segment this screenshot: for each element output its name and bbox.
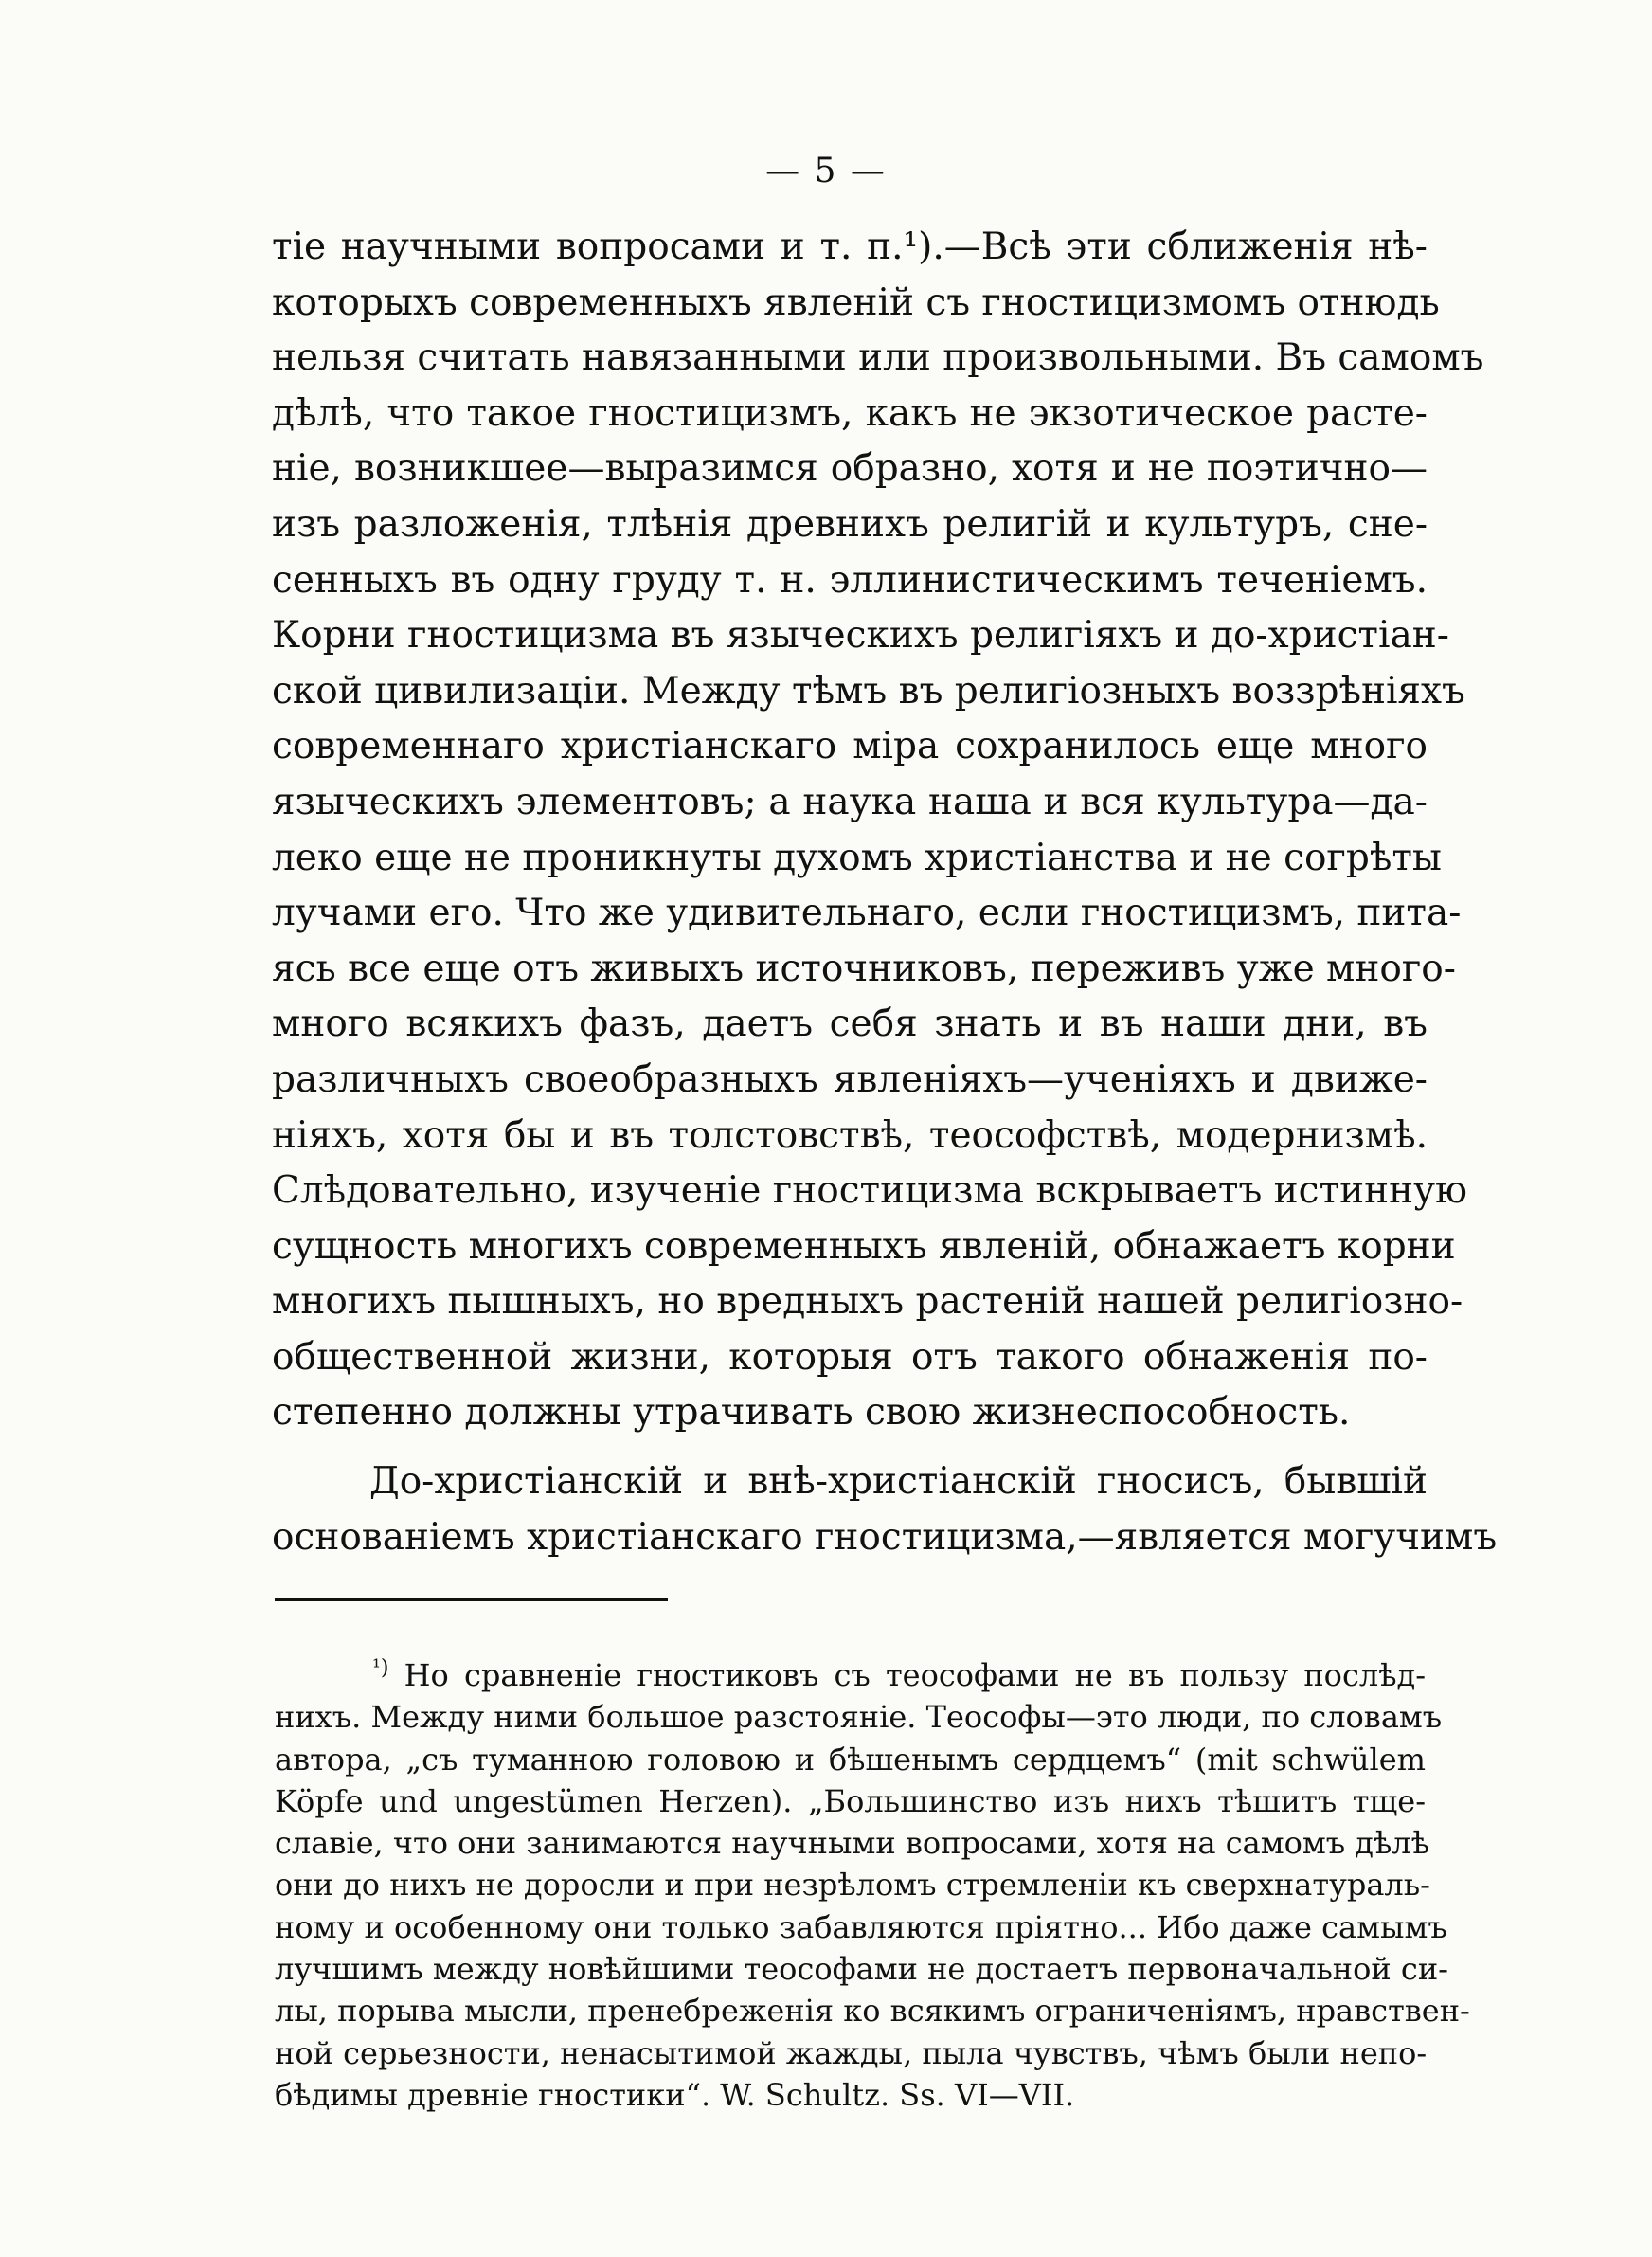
- footnote-line: автора, „съ туманною головою и бѣшенымъ сердцемъ“ (mit schwülem: [275, 1741, 1426, 1778]
- footnote-line: нихъ. Между ними большое разстояніе. Теософы—это люди, по словамъ: [275, 1699, 1443, 1736]
- text-line: леко еще не проникнуты духомъ христіанства и не согрѣты: [272, 836, 1442, 879]
- text-line: До-христіанскій и внѣ-христіанскій гносисъ, бывшій: [369, 1460, 1428, 1504]
- footnote-divider: [275, 1598, 668, 1601]
- footnote-line: бѣдимы древніе гностики“. W. Schultz. Ss. VI—VII.: [275, 2076, 1075, 2113]
- text-line: Корни гностицизма въ языческихъ религіяхъ и до-христіан-: [272, 614, 1449, 658]
- text-line: сенныхъ въ одну груду т. н. эллинистическимъ теченіемъ.: [272, 558, 1428, 602]
- main-text: [272, 220, 1498, 1565]
- text-line: языческихъ элементовъ; а наука наша и вся культура—да-: [272, 780, 1428, 823]
- text-line: современнаго христіанскаго міра сохранилось еще много: [272, 725, 1428, 768]
- text-line: ясь все еще отъ живыхъ источниковъ, переживъ уже много-: [272, 947, 1456, 990]
- paragraph-gap: [272, 1441, 1428, 1454]
- text-line: многихъ пышныхъ, но вредныхъ растеній нашей религіозно-: [272, 1280, 1463, 1324]
- footnote: [275, 1654, 1470, 2116]
- text-line: лучами его. Что же удивительнаго, если гностицизмъ, пита-: [272, 892, 1462, 935]
- text-line: общественной жизни, которыя отъ такого обнаженія по-: [272, 1335, 1428, 1379]
- text-line: дѣлѣ, что такое гностицизмъ, какъ не экзотическое расте-: [272, 391, 1428, 435]
- text-line: основаніемъ христіанскаго гностицизма,—является могучимъ: [272, 1515, 1498, 1559]
- text-line: много всякихъ фазъ, даетъ себя знать и въ наши дни, въ: [272, 1002, 1428, 1046]
- text-line: сущность многихъ современныхъ явленій, обнажаетъ корни: [272, 1224, 1456, 1268]
- footnote-line: лучшимъ между новѣйшими теософами не достаетъ первоначальной си-: [275, 1951, 1448, 1988]
- footnote-line: они до нихъ не доросли и при незрѣломъ стремленіи къ сверхнатураль-: [275, 1867, 1430, 1904]
- footnote-line: лы, порыва мысли, пренебреженія ко всякимъ ограниченіямъ, нравствен-: [275, 1993, 1470, 2030]
- footnote-line: ной серьезности, ненасытимой жажды, пыла чувствъ, чѣмъ были непо-: [275, 2034, 1428, 2071]
- footnote-line: Köpfe und ungestümen Herzen). „Большинство изъ нихъ тѣшитъ тще-: [275, 1782, 1426, 1819]
- page-number: — 5 —: [765, 152, 887, 190]
- text-line: изъ разложенія, тлѣнія древнихъ религій и культуръ, сне-: [272, 502, 1428, 546]
- footnote-line: славіе, что они занимаются научными вопросами, хотя на самомъ дѣлѣ: [275, 1825, 1429, 1862]
- text-line: ской цивилизаціи. Между тѣмъ въ религіозныхъ воззрѣніяхъ: [272, 669, 1465, 713]
- text-line: Слѣдовательно, изученіе гностицизма вскрываетъ истинную: [272, 1169, 1467, 1213]
- footnote-line: ному и особенному они только забавляются пріятно... Ибо даже самымъ: [275, 1908, 1447, 1945]
- footnote-line: [275, 1654, 1426, 1696]
- text-line: степенно должны утрачивать свою жизнеспособность.: [272, 1391, 1351, 1435]
- text-line: ніе, возникшее—выразимся образно, хотя и не поэтично—: [272, 447, 1428, 491]
- text-line: которыхъ современныхъ явленій съ гностицизмомъ отнюдь: [272, 280, 1440, 324]
- text-line: ніяхъ, хотя бы и въ толстовствѣ, теософствѣ, модернизмѣ.: [272, 1113, 1428, 1157]
- text-line: различныхъ своеобразныхъ явленіяхъ—ученіяхъ и движе-: [272, 1057, 1428, 1101]
- footnote-marker: ¹): [372, 1656, 389, 1680]
- text-line: тіе научными вопросами и т. п.¹).—Всѣ эти сближенія нѣ-: [272, 226, 1428, 268]
- text-line: нельзя считать навязанными или произвольными. Въ самомъ: [272, 336, 1484, 380]
- footnote-text: Но сравненіе гностиковъ съ теософами не въ пользу послѣд-: [404, 1657, 1427, 1693]
